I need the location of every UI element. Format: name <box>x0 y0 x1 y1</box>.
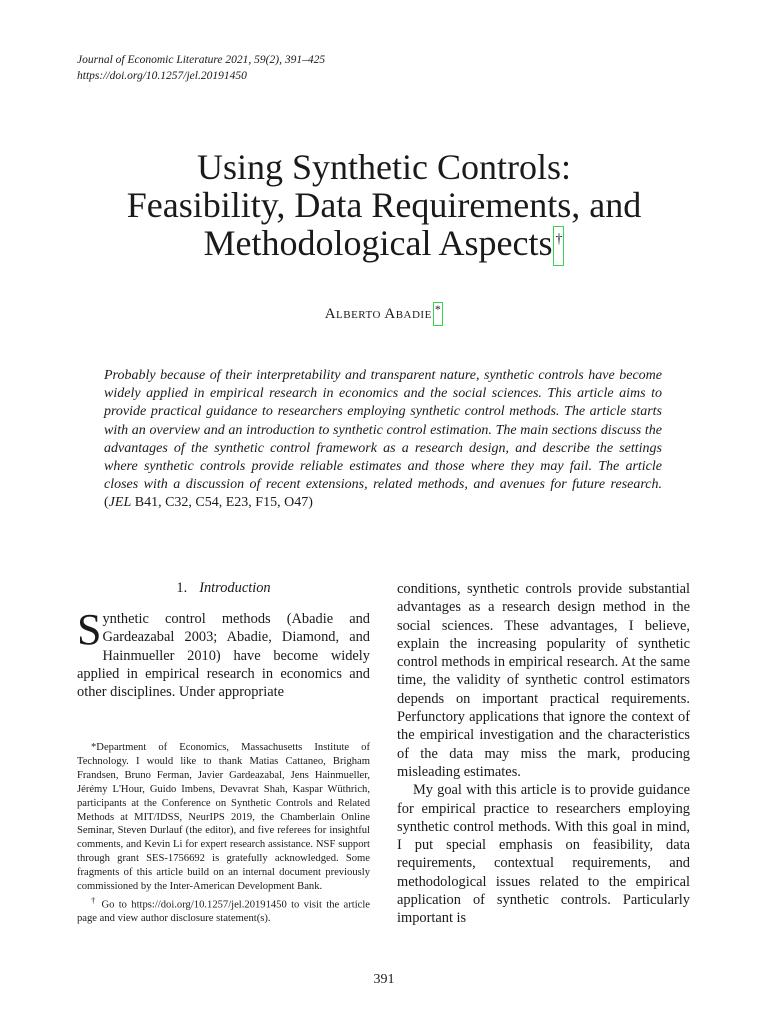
section-number: 1. <box>176 580 188 596</box>
title-line-3: Methodological Aspects <box>203 223 553 263</box>
jel-code-list: B41, C32, C54, E23, F15, O47) <box>131 495 313 511</box>
body-paragraph-1: conditions, synthetic controls provide substantial advantages as a research design method in the social sciences. These advantages, I believe, explain the increasing popularity of synthetic control methods in empirical research. At the same time, the validity of synthetic control estimators depends on important practical requirements. Perfunctory applications that ignore the context of the empirical investigation and the characteristics of the data may miss the mark, producing misleading estimates. <box>397 581 690 780</box>
page-number: 391 <box>373 972 395 987</box>
jel-codes <box>104 495 313 510</box>
body-paragraph-2: My goal with this article is to provide guidance for empirical practice to researchers employing synthetic control methods. With this goal in mind, I put special emphasis on feasibility, data requirements, contextual requirements, and methodological issues related to the empirical application of synthetic controls. Particularly important is <box>397 782 690 927</box>
article-title <box>64 148 704 266</box>
footnotes <box>77 741 370 926</box>
doi-line[interactable]: https://doi.org/10.1257/jel.20191450 <box>77 70 247 82</box>
intro-paragraph <box>77 605 370 701</box>
footnote-disclosure <box>77 894 370 926</box>
journal-header <box>77 52 325 84</box>
journal-citation: Journal of Economic Literature 2021, 59(2), 391–425 <box>77 54 326 66</box>
author-line <box>64 302 704 326</box>
title-line-1: Using Synthetic Controls: <box>196 147 571 187</box>
intro-text: ynthetic control methods (Abadie and Gardeazabal 2003; Abadie, Diamond, and Hainmueller 2010) have become widely applied in empirical research in economics and other disciplines. Under appropriate <box>77 611 370 701</box>
jel-label: JEL <box>108 495 132 511</box>
footnote-affiliation: *Department of Economics, Massachusetts Institute of Technology. I would like to thank Matias Cattaneo, Brigham Frandsen, Bruno Ferman, Javier Gardeazabal, Jens Hainmueller, Jérémy L'Hour, Guido Imbens, Devavrat Shah, Kaspar Wüthrich, participants at the Conference on Synthetic Controls and Related Methods at MIT/IDSS, NeurIPS 2019, the Chamberlain Online Seminar, Steven Durlauf (the editor), and five referees for insightful comments, and Kevin Li for expert research assistance. NSF support through grant SES-1756692 is gratefully acknowledged. Some fragments of this article build on an internal document previously commissioned by the Inter-American Development Bank. <box>77 742 370 893</box>
footnote-disclosure-text: Go to https://doi.org/10.1257/jel.20191450 to visit the article page and view author disclosure statement(s). <box>77 899 370 925</box>
section-title: Introduction <box>199 580 271 596</box>
jel-open-paren: ( <box>104 495 109 511</box>
left-column <box>77 578 370 701</box>
author-name: Alberto Abadie <box>324 306 432 322</box>
drop-cap: S <box>77 605 102 654</box>
title-line-2: Feasibility, Data Requirements, and <box>126 185 642 225</box>
section-heading <box>77 578 370 598</box>
right-column <box>397 580 690 928</box>
title-footnote-link[interactable]: † <box>553 226 564 266</box>
author-footnote-link[interactable]: * <box>433 302 444 326</box>
abstract <box>104 367 662 513</box>
abstract-text: Probably because of their interpretability and transparent nature, synthetic controls have become widely applied in empirical research in economics and the social sciences. This article aims to provide practical guidance to researchers employing synthetic control methods. The article starts with an overview and an introduction to synthetic control estimation. The main sections discuss the advantages of the synthetic control framework as a research design, and describe the settings where synthetic controls provide reliable estimates and those where they may fail. The article closes with a discussion of recent extensions, related methods, and avenues for future research. <box>104 368 662 493</box>
footnote-dagger: † <box>91 894 98 905</box>
